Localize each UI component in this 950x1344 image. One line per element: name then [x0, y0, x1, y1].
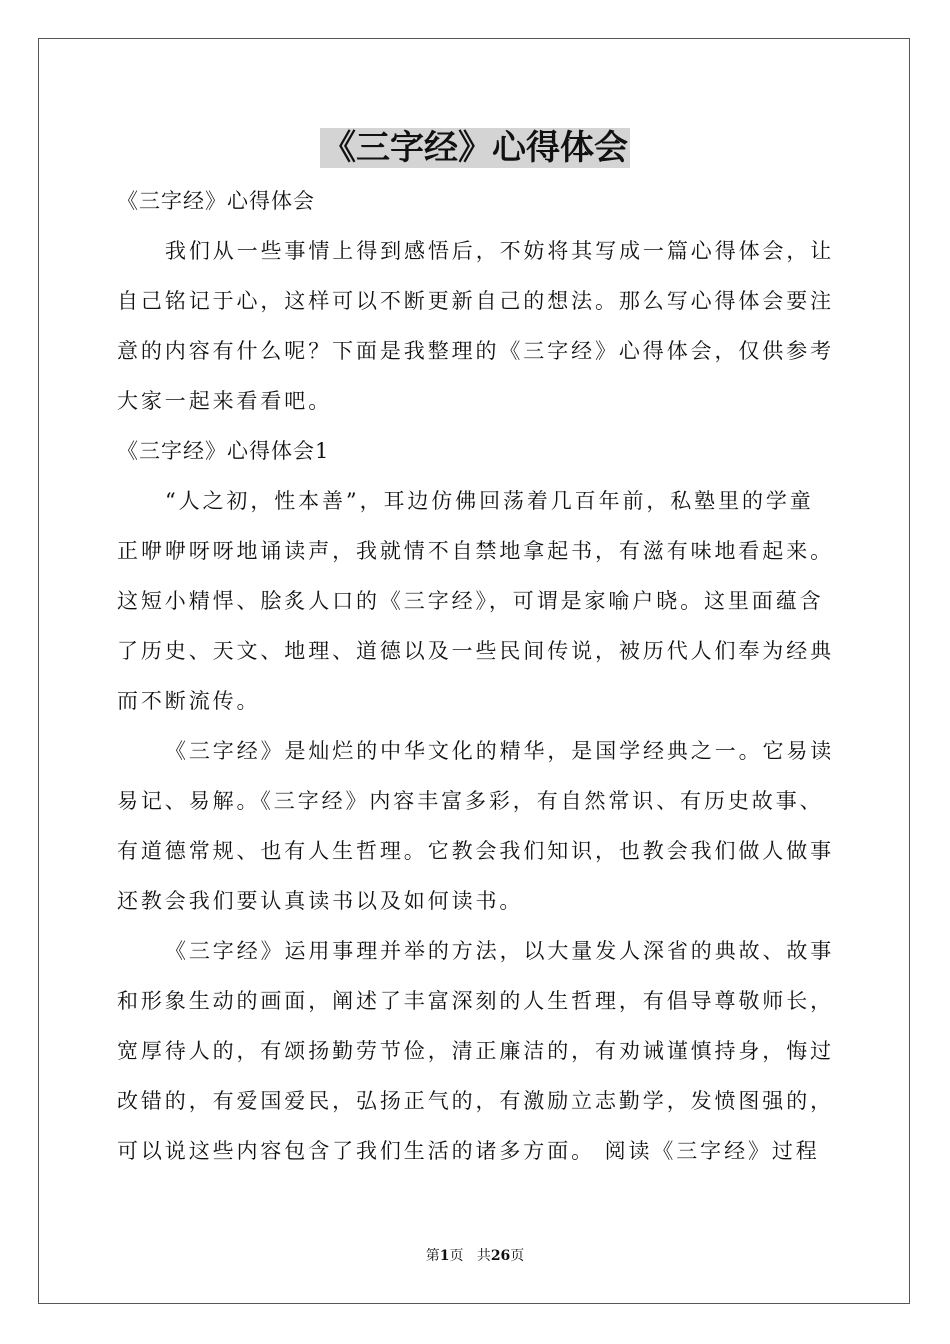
paragraph-line: 我们从一些事情上得到感悟后，不妨将其写成一篇心得体会，让: [165, 239, 835, 263]
paragraph-line: 还教会我们要认真读书以及如何读书。: [117, 889, 524, 913]
total-prefix: 共: [476, 1248, 491, 1264]
total-suffix: 页: [510, 1248, 525, 1264]
paragraph-line: 了历史、天文、地理、道德以及一些民间传说，被历代人们奉为经典: [117, 639, 834, 663]
paragraph-line: 有道德常规、也有人生哲理。它教会我们知识，也教会我们做人做事: [117, 839, 834, 863]
paragraph-line: 改错的，有爱国爱民，弘扬正气的，有激励立志勤学，发愤图强的，: [117, 1089, 834, 1113]
paragraph-line: 自己铭记于心，这样可以不断更新自己的想法。那么写心得体会要注: [117, 289, 834, 313]
paragraph-line: 大家一起来看看吧。: [117, 389, 333, 413]
paragraph-line: 和形象生动的画面，阐述了丰富深刻的人生哲理，有倡导尊敬师长，: [117, 989, 834, 1013]
page-footer: [0, 1246, 950, 1266]
section-heading: 《三字经》心得体会: [117, 189, 315, 213]
document-title-text: 《三字经》心得体会: [322, 128, 628, 168]
paragraph-line: 易记、易解。《三字经》内容丰富多彩，有自然常识、有历史故事、: [117, 789, 824, 813]
paragraph-line: 宽厚待人的，有颂扬勤劳节俭，清正廉洁的，有劝诫谨慎持身，悔过: [117, 1039, 834, 1063]
paragraph-line: 正咿咿呀呀地诵读声，我就情不自禁地拿起书，有滋有味地看起来。: [117, 539, 834, 563]
page-prefix: 第: [425, 1248, 440, 1264]
paragraph-line: 可以说这些内容包含了我们生活的诸多方面。 阅读《三字经》过程: [117, 1139, 820, 1163]
paragraph-line: 《三字经》是灿烂的中华文化的精华，是国学经典之一。它易读: [165, 739, 835, 763]
page-number: 1: [439, 1248, 450, 1264]
paragraph-line: 意的内容有什么呢？下面是我整理的《三字经》心得体会，仅供参考: [117, 339, 834, 363]
paragraph-line: 《三字经》运用事理并举的方法，以大量发人深省的典故、故事: [165, 939, 835, 963]
paragraph-line: 而不断流传。: [117, 689, 261, 713]
document-body: [117, 176, 833, 1176]
section-heading: 《三字经》心得体会1: [117, 439, 330, 463]
document-title: [0, 126, 950, 170]
page-suffix: 页: [449, 1248, 464, 1264]
total-pages: 26: [490, 1248, 511, 1264]
paragraph-line: “人之初，性本善”，耳边仿佛回荡着几百年前，私塾里的学童: [165, 489, 814, 513]
paragraph-line: 这短小精悍、脍炙人口的《三字经》，可谓是家喻户晓。这里面蕴含: [117, 589, 824, 613]
